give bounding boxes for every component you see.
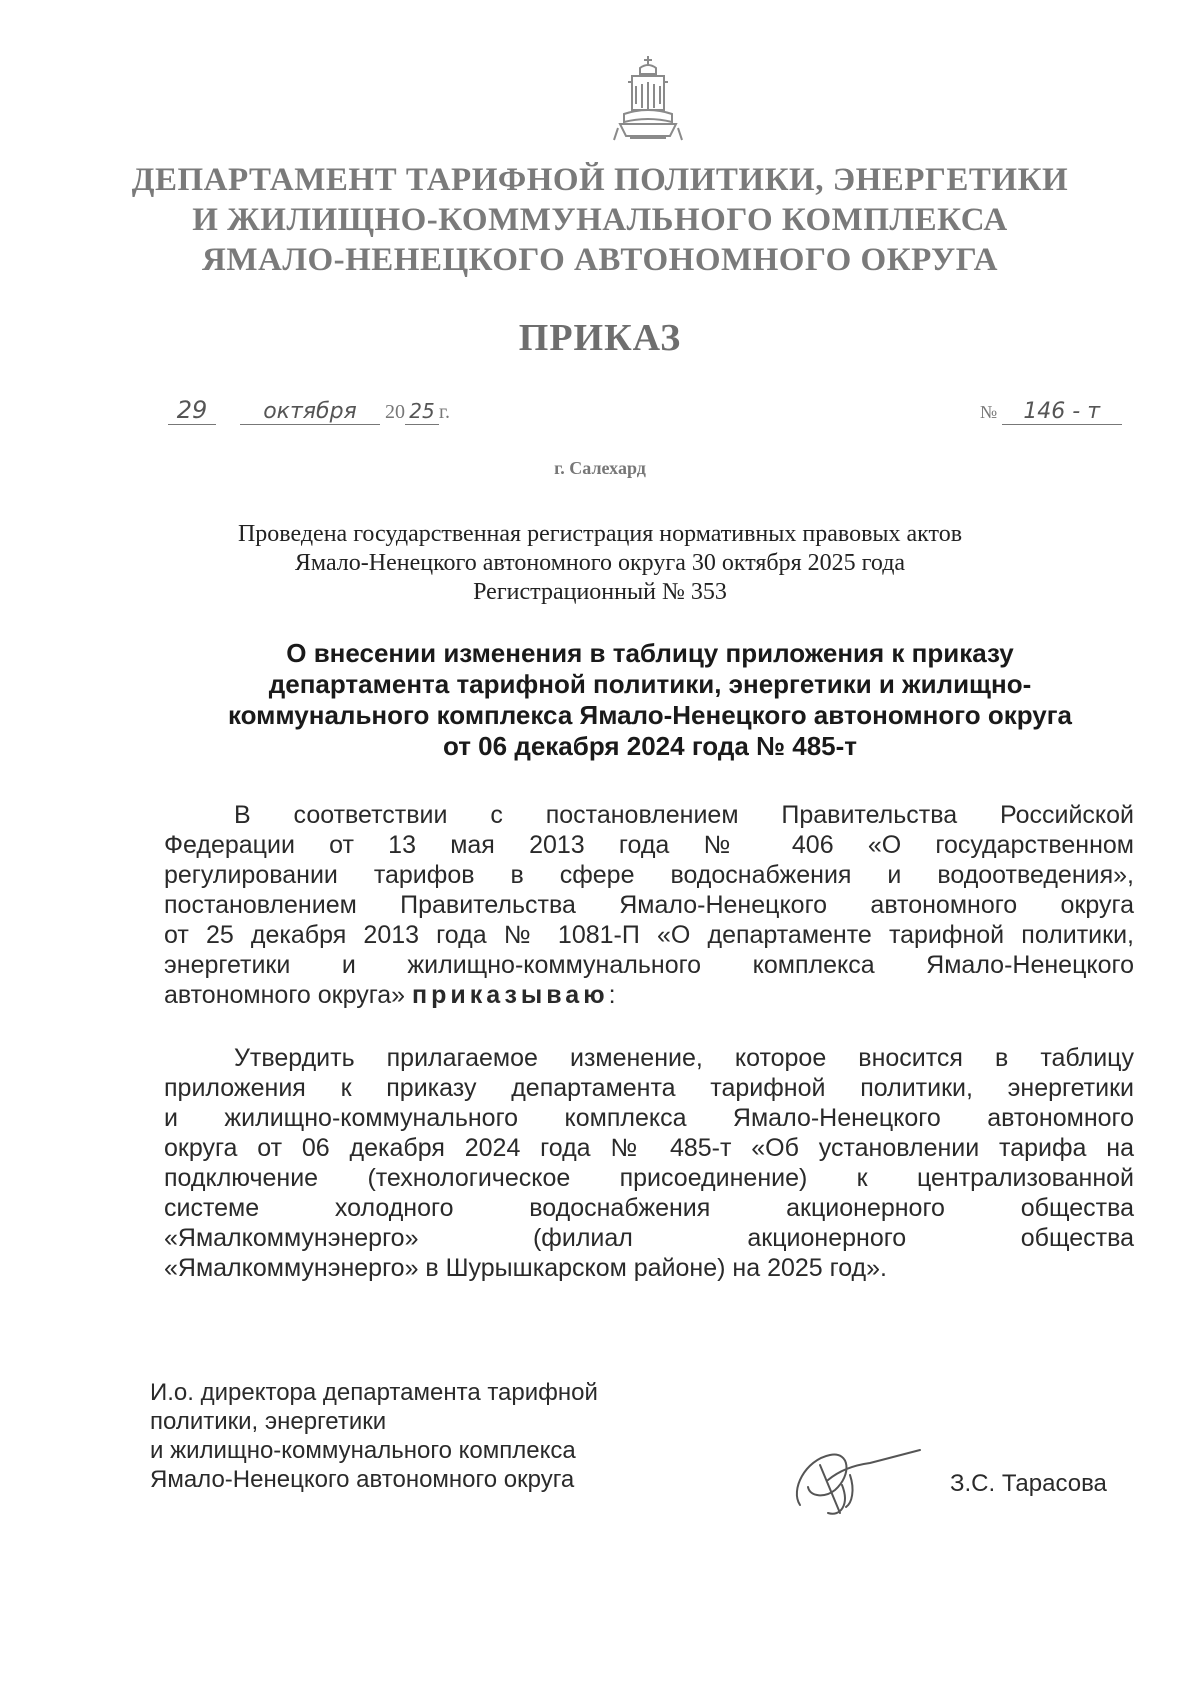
preamble-line: от 25 декабря 2013 года № 1081-П «О департаменте тарифной политики,: [164, 921, 1134, 949]
position-line-2: политики, энергетики: [150, 1408, 387, 1435]
registration-note: [0, 520, 1200, 607]
decision-line: приложения к приказу департамента тарифной политики, энергетики: [164, 1074, 1134, 1102]
year-suffix: г.: [439, 401, 450, 423]
department-line-2: И ЖИЛИЩНО-КОММУНАЛЬНОГО КОМПЛЕКСА: [192, 202, 1008, 238]
subject-line-1: О внесении изменения в таблицу приложения к приказу: [286, 638, 1014, 668]
order-subject: [160, 638, 1140, 762]
subject-line-3: коммунального комплекса Ямало-Ненецкого автономного округа: [227, 700, 1073, 730]
document-type-title: ПРИКАЗ: [518, 317, 682, 359]
preamble-last-suffix: :: [608, 981, 616, 1009]
preamble-last-line: [164, 980, 1134, 1010]
position-line-4: Ямало-Ненецкого автономного округа: [150, 1466, 575, 1493]
decision-line: Утвердить прилагаемое изменение, которое вносится в таблицу: [234, 1044, 1134, 1072]
preamble-line: Федерации от 13 мая 2013 года № 406 «О государственном: [164, 831, 1134, 859]
order-keyword: приказываю: [412, 981, 609, 1009]
order-number: [980, 400, 1122, 425]
order-date: [168, 398, 450, 425]
number-label: №: [980, 402, 998, 422]
subject-line-4: от 06 декабря 2024 года № 485-т: [442, 731, 858, 761]
decision-paragraph: [164, 1043, 1134, 1283]
coat-of-arms-icon: [610, 52, 686, 150]
handwritten-year: 25: [409, 399, 435, 423]
preamble-line: регулировании тарифов в сфере водоснабжения и водоотведения»,: [164, 861, 1134, 889]
registration-line-2: Ямало-Ненецкого автономного округа 30 октября 2025 года: [294, 550, 906, 576]
preamble-paragraph: [164, 800, 1134, 1010]
signer-name: З.С. Тарасова: [950, 1470, 1107, 1497]
department-line-3: ЯМАЛО-НЕНЕЦКОГО АВТОНОМНОГО ОКРУГА: [202, 242, 998, 278]
city: г. Салехард: [554, 458, 646, 478]
preamble-last-prefix: автономного округа»: [164, 981, 413, 1009]
position-line-3: и жилищно-коммунального комплекса: [150, 1437, 576, 1464]
registration-line-1: Проведена государственная регистрация нормативных правовых актов: [237, 521, 963, 547]
year-prefix: 20: [385, 401, 405, 423]
position-line-1: И.о. директора департамента тарифной: [150, 1379, 598, 1406]
preamble-line: энергетики и жилищно-коммунального комплекса Ямало-Ненецкого: [164, 951, 1134, 979]
handwritten-signature-icon: [780, 1435, 930, 1525]
preamble-line: постановлением Правительства Ямало-Ненецкого автономного округа: [164, 891, 1134, 919]
handwritten-month: октября: [263, 399, 357, 424]
subject-line-2: департамента тарифной политики, энергетики и жилищно-: [268, 669, 1032, 699]
decision-line: и жилищно-коммунального комплекса Ямало-Ненецкого автономного: [164, 1104, 1134, 1132]
signatory-position: [150, 1378, 598, 1494]
registration-line-3: Регистрационный № 353: [473, 579, 727, 605]
handwritten-number: 146 - т: [1023, 399, 1101, 424]
department-line-1: ДЕПАРТАМЕНТ ТАРИФНОЙ ПОЛИТИКИ, ЭНЕРГЕТИКИ: [131, 162, 1069, 198]
decision-line: «Ямалкоммунэнерго» (филиал акционерного общества: [164, 1224, 1134, 1252]
preamble-line: В соответствии с постановлением Правительства Российской: [234, 801, 1134, 829]
decision-line: «Ямалкоммунэнерго» в Шурышкарском районе) на 2025 год».: [164, 1254, 887, 1282]
decision-line: системе холодного водоснабжения акционерного общества: [164, 1194, 1134, 1222]
decision-line: подключение (технологическое присоединение) к централизованной: [164, 1164, 1134, 1192]
handwritten-day: 29: [176, 396, 208, 424]
department-name: [0, 160, 1200, 280]
decision-line: округа от 06 декабря 2024 года № 485-т «Об установлении тарифа на: [164, 1134, 1134, 1162]
